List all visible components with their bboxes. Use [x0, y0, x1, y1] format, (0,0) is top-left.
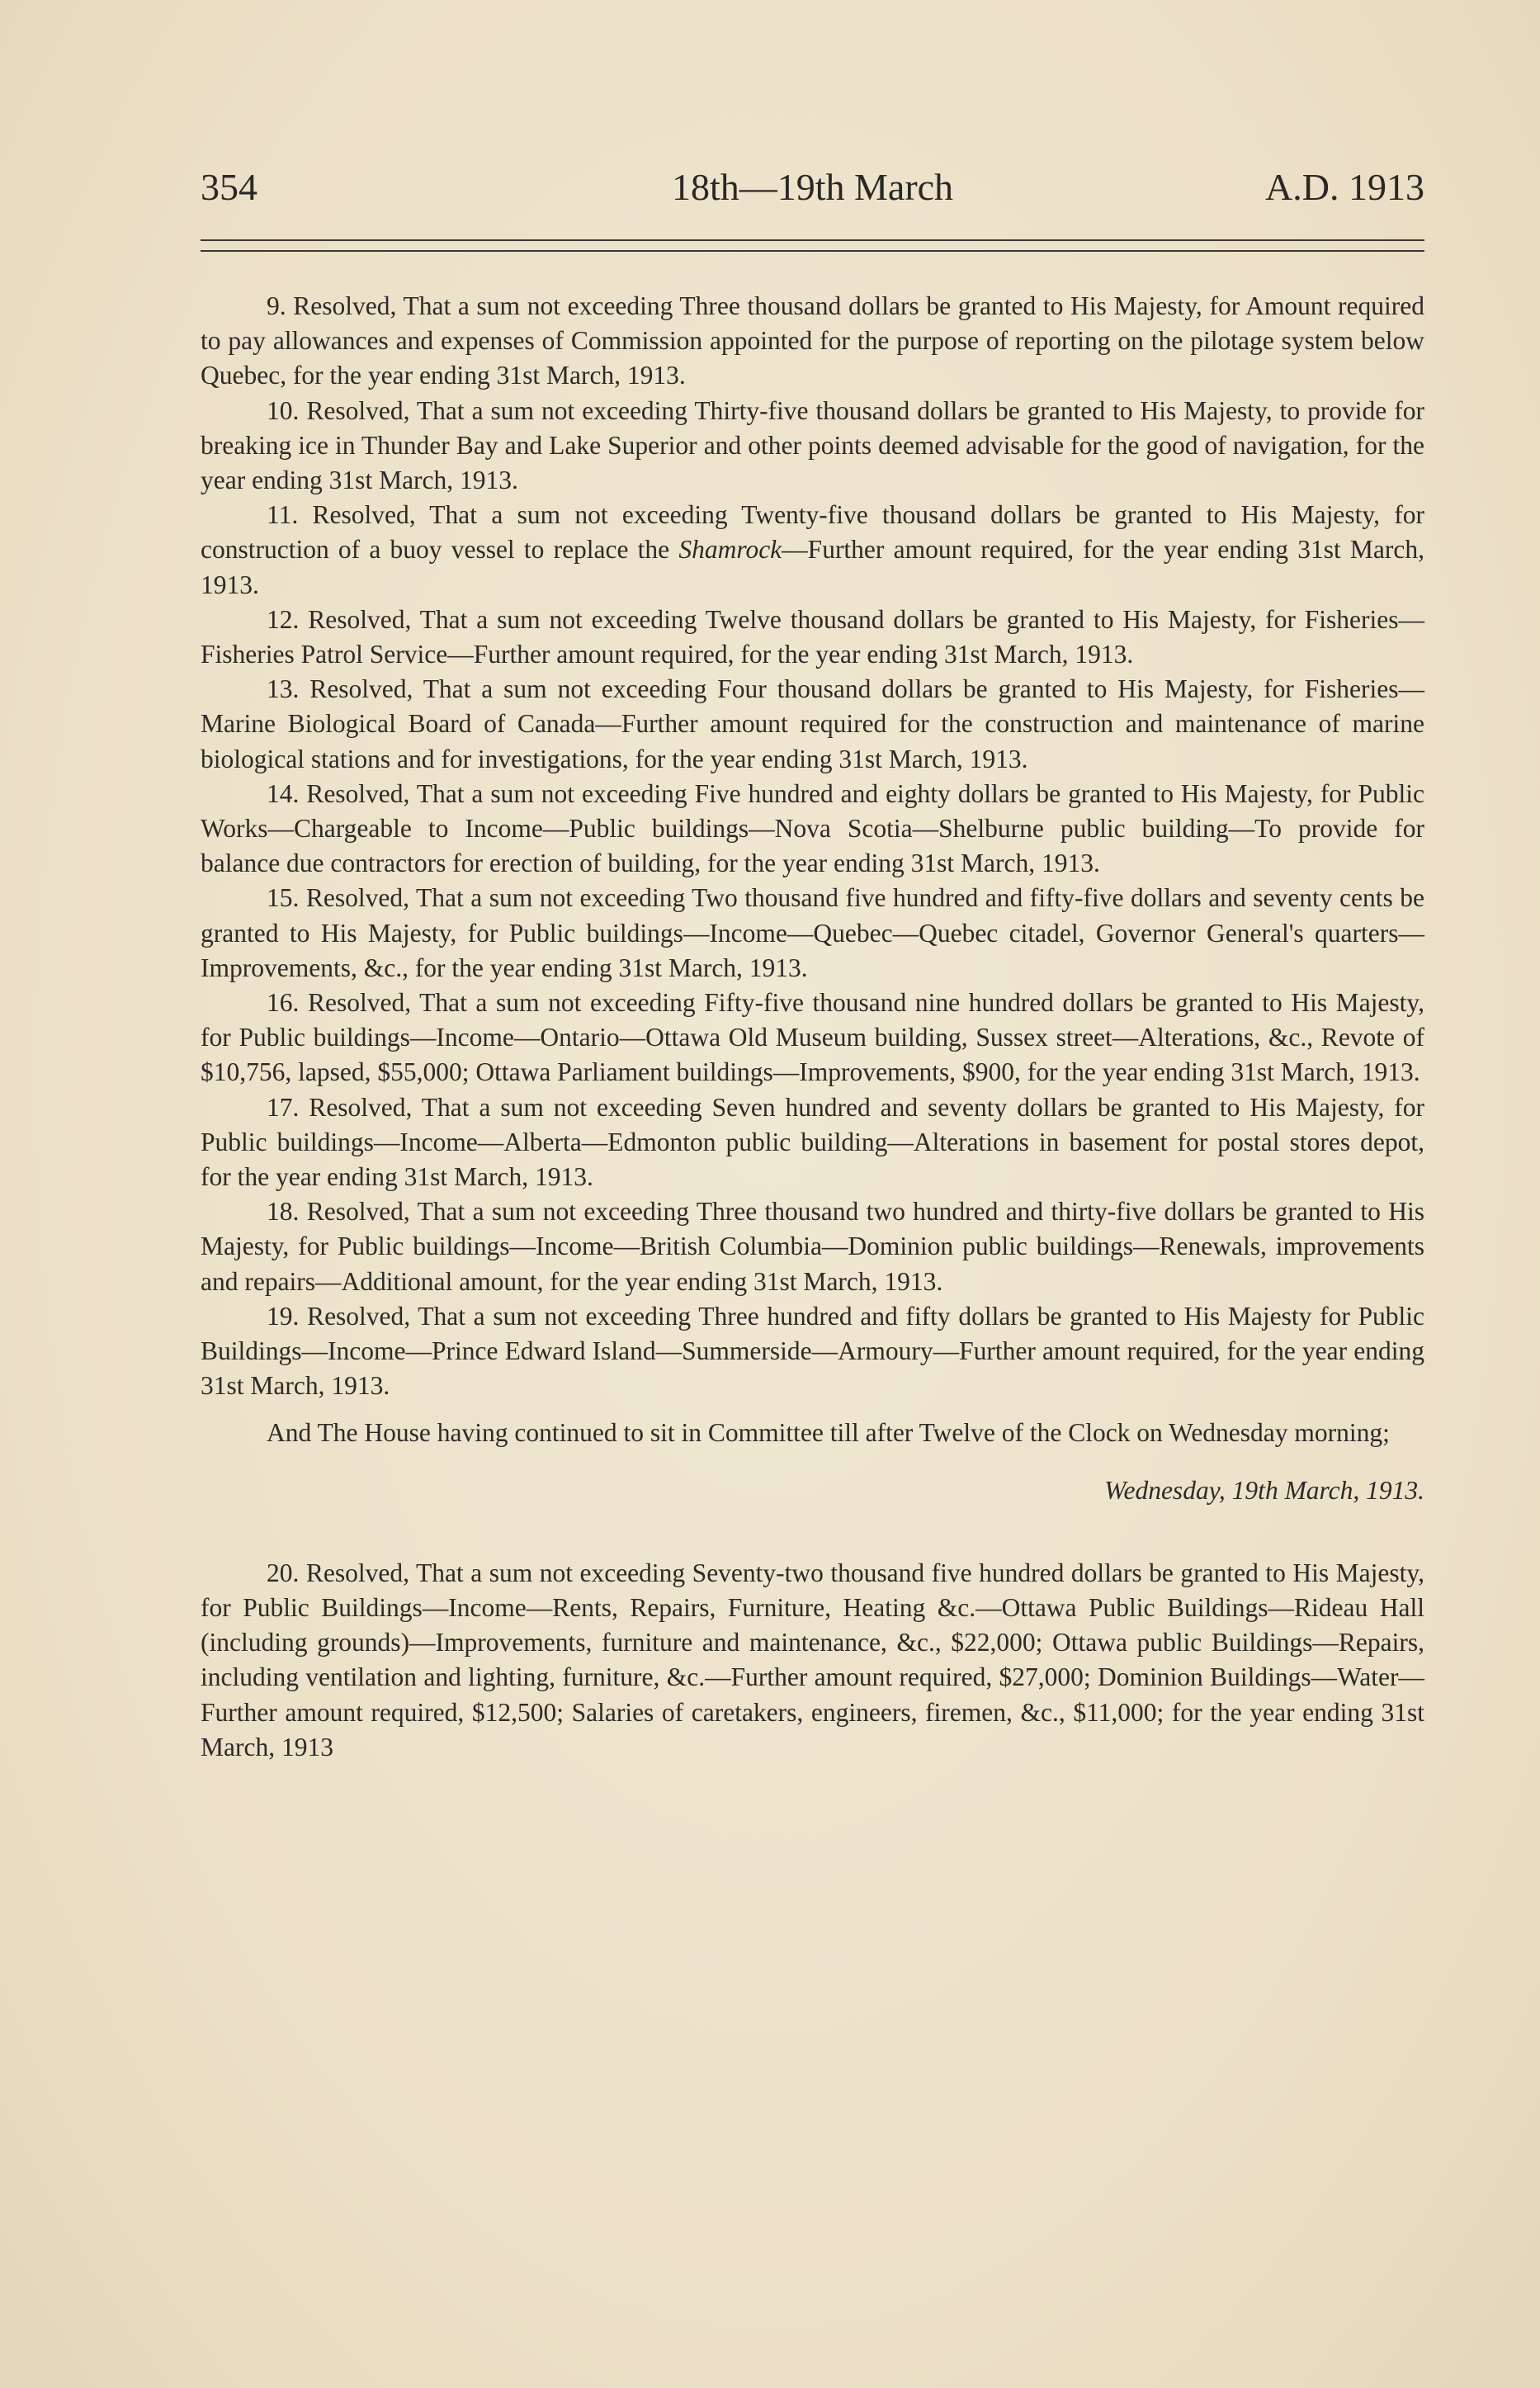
header-year: A.D. 1913 — [1265, 166, 1424, 208]
page-header — [201, 165, 1424, 215]
resolution-paragraph — [201, 603, 1424, 672]
resolution-paragraph — [201, 672, 1424, 777]
house-sitting-paragraph: And The House having continued to sit in Committee till after Twelve of the Clock on Wednesday morning; — [267, 1417, 1390, 1447]
resolution-text: 10. Resolved, That a sum not exceeding Thirty-five thousand dollars be granted to His Majesty, to provide for breaking ice in Thunder Bay and Lake Superior and other points deemed advisable for the good of navigation, for the year ending 31st March, 1913. — [201, 395, 1424, 495]
resolutions-list-after — [201, 1556, 1424, 1765]
resolution-paragraph — [201, 1556, 1424, 1765]
resolution-text: 15. Resolved, That a sum not exceeding Two thousand five hundred and fifty-five dollars and seventy cents be granted to His Majesty, for Public buildings—Income—Quebec—Quebec citadel, Governor General's quarters—Improvements, &c., for the year ending 31st March, 1913. — [201, 883, 1424, 982]
dateline: Wednesday, 19th March, 1913. — [1104, 1475, 1424, 1505]
resolution-paragraph — [201, 289, 1424, 394]
resolution-paragraph — [201, 1194, 1424, 1299]
vessel-name: Shamrock — [678, 535, 782, 565]
resolution-paragraph — [201, 1090, 1424, 1195]
resolution-text: 19. Resolved, That a sum not exceeding Three hundred and fifty dollars be granted to His Majesty for Public Buildings—Income—Prince Edward Island—Summerside—Armoury—Further amount required, for the year ending 31st March, 1913. — [201, 1301, 1424, 1401]
resolution-text: 12. Resolved, That a sum not exceeding Twelve thousand dollars be granted to His Majesty, for Fisheries—Fisheries Patrol Service—Further amount required, for the year ending 31st March, 1913. — [201, 604, 1424, 669]
header-rule-bottom — [201, 250, 1424, 252]
resolution-paragraph — [201, 986, 1424, 1090]
document-body — [201, 289, 1424, 1765]
header-dates: 18th—19th March — [671, 166, 954, 208]
resolution-text: 20. Resolved, That a sum not exceeding Seventy-two thousand five hundred dollars be granted to His Majesty, for Public Buildings—Income—Rents, Repairs, Furniture, Heating &c.—Ottawa Public Buildings—Rideau Hall (including grounds)—Improvements, furniture and maintenance, &c., $22,000; Ottawa public Buildings—Repairs, including ventilation and lighting, furniture, &c.—Further amount required, $27,000; Dominion Buildings—Water—Further amount required, $12,500; Salaries of caretakers, engineers, firemen, &c., $11,000; for the year ending 31st March, 1913 — [201, 1558, 1424, 1761]
resolution-paragraph — [201, 777, 1424, 882]
resolution-text-continued: —Further amount required, for the year ending 31st March, 1913. — [201, 535, 1424, 599]
header-rule-top — [201, 239, 1424, 241]
page-number: 354 — [201, 166, 257, 208]
resolution-text: 11. Resolved, That a sum not exceeding Twenty-five thousand dollars be granted to His Majesty, for construction of a buoy vessel to replace the — [201, 500, 1424, 565]
resolution-paragraph — [201, 394, 1424, 499]
resolution-text: 14. Resolved, That a sum not exceeding Five hundred and eighty dollars be granted to His Majesty, for Public Works—Chargeable to Income—Public buildings—Nova Scotia—Shelburne public building—To provide for balance due contractors for erection of building, for the year ending 31st March, 1913. — [201, 778, 1424, 878]
resolution-text: 18. Resolved, That a sum not exceeding Three thousand two hundred and thirty-five dollars be granted to His Majesty, for Public buildings—Income—British Columbia—Dominion public buildings—Renewals, improvements and repairs—Additional amount, for the year ending 31st March, 1913. — [201, 1197, 1424, 1296]
resolution-text: 13. Resolved, That a sum not exceeding Four thousand dollars be granted to His Majesty, for Fisheries—Marine Biological Board of Canada—Further amount required for the construction and maintenance of marine biological stations and for investigations, for the year ending 31st March, 1913. — [201, 674, 1424, 773]
resolution-paragraph — [201, 881, 1424, 986]
resolution-text: 16. Resolved, That a sum not exceeding Fifty-five thousand nine hundred dollars be granted to His Majesty, for Public buildings—Income—Ontario—Ottawa Old Museum building, Sussex street—Alterations, &c., Revote of $10,756, lapsed, $55,000; Ottawa Parliament buildings—Improvements, $900, for the year ending 31st March, 1913. — [201, 988, 1424, 1087]
resolution-text: 9. Resolved, That a sum not exceeding Three thousand dollars be granted to His Majesty, for Amount required to pay allowances and expenses of Commission appointed for the purpose of reporting on the pilotage system below Quebec, for the year ending 31st March, 1913. — [201, 291, 1424, 390]
resolution-paragraph — [201, 498, 1424, 603]
resolutions-list-before — [201, 289, 1424, 1404]
resolution-text: 17. Resolved, That a sum not exceeding Seven hundred and seventy dollars be granted to His Majesty, for Public buildings—Income—Alberta—Edmonton public building—Alterations in basement for postal stores depot, for the year ending 31st March, 1913. — [201, 1092, 1424, 1192]
resolution-paragraph — [201, 1299, 1424, 1404]
